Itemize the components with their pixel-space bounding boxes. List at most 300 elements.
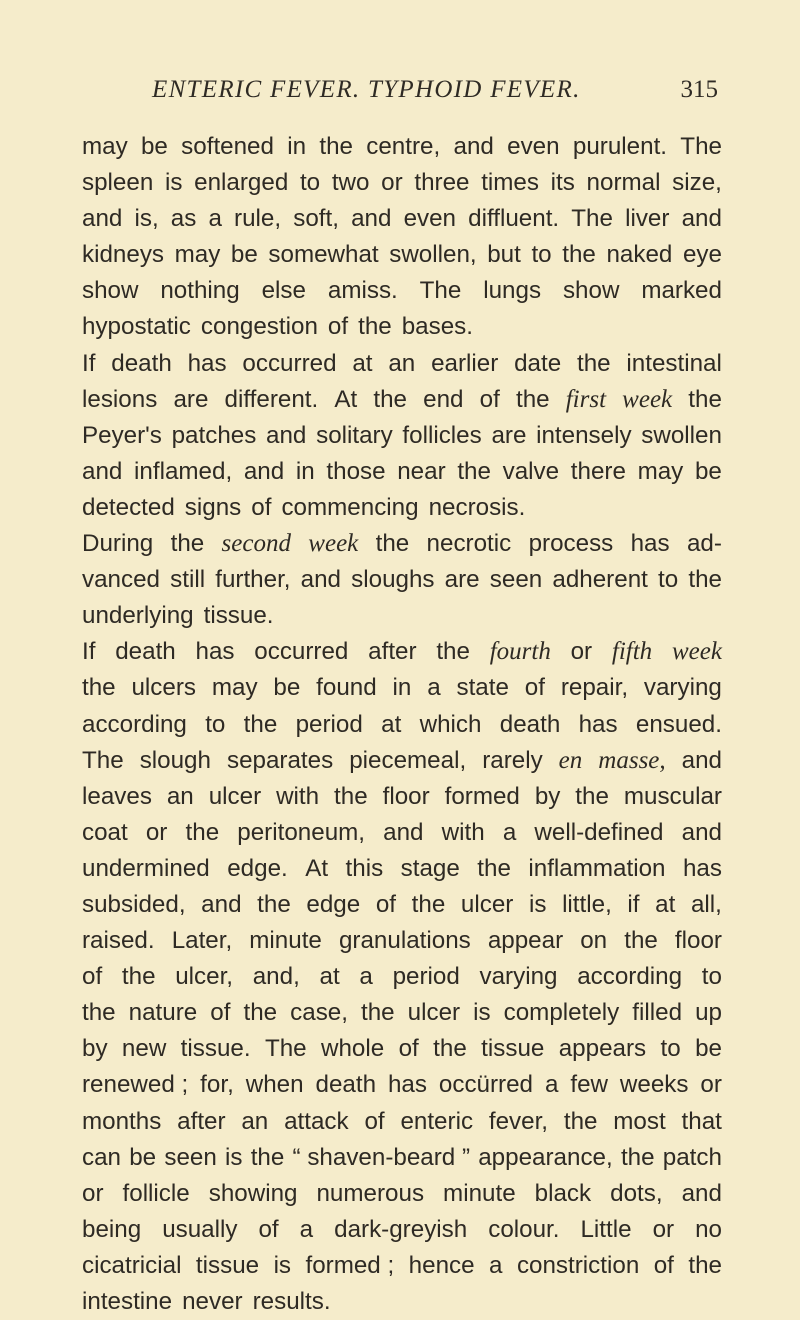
word: to <box>205 710 226 738</box>
word: all, <box>690 890 722 918</box>
word: is <box>164 169 183 197</box>
italic-word: fourth <box>489 638 551 666</box>
word: as <box>170 205 197 233</box>
word: has <box>195 638 235 666</box>
word: or <box>570 638 593 666</box>
word: can <box>82 1143 121 1171</box>
word: necrotic <box>426 530 512 558</box>
word: ulcers <box>131 674 196 702</box>
word: filled <box>632 999 683 1027</box>
word: the <box>562 241 596 269</box>
word: death <box>115 638 176 666</box>
word: period <box>392 963 460 991</box>
word: swollen <box>641 421 722 449</box>
word: the <box>185 818 220 846</box>
text-line <box>82 743 722 779</box>
word: If <box>82 349 96 377</box>
word: granulations <box>338 927 471 955</box>
word: death <box>499 710 561 738</box>
word: even <box>507 133 560 160</box>
word: after <box>177 1107 226 1135</box>
word: may <box>174 241 221 269</box>
word: necrosis. <box>428 493 526 521</box>
word: kidneys <box>82 241 165 269</box>
word: to <box>701 963 722 991</box>
word: be <box>694 457 722 485</box>
word: inflamed, <box>134 457 233 485</box>
text-line <box>82 201 722 237</box>
word: occürred <box>438 1071 534 1099</box>
word: is <box>473 999 491 1027</box>
word: may <box>82 133 128 160</box>
word: the <box>358 313 392 341</box>
word: of <box>375 890 397 918</box>
word: be <box>140 133 168 160</box>
word: commencing <box>281 493 419 521</box>
word: an <box>166 782 194 810</box>
word: else <box>261 277 306 305</box>
word: muscular <box>623 782 722 810</box>
word: with <box>441 818 485 846</box>
word: the <box>515 385 550 413</box>
word: occurred <box>242 349 337 377</box>
text-line <box>82 959 722 995</box>
word: tissue <box>195 1251 260 1279</box>
word: eye <box>682 241 722 269</box>
word: or <box>700 1071 722 1099</box>
text-line <box>82 418 722 454</box>
word: purulent. <box>572 133 668 160</box>
word: a <box>489 1251 503 1279</box>
word: at <box>655 890 676 918</box>
word: soft, <box>293 205 339 233</box>
word: the <box>575 782 609 810</box>
word: the <box>243 710 278 738</box>
word: and <box>300 566 342 594</box>
word: a <box>359 963 373 991</box>
word: for, <box>200 1071 234 1099</box>
word: The <box>82 746 124 774</box>
word: minute <box>249 927 322 955</box>
word: the <box>620 1143 655 1171</box>
word: has <box>630 530 670 558</box>
word: the <box>375 530 410 558</box>
text-line <box>82 851 722 887</box>
word: to <box>658 566 679 594</box>
text-line <box>82 815 722 851</box>
word: separates <box>226 746 334 774</box>
word: Little <box>580 1215 632 1243</box>
word: naked <box>606 241 673 269</box>
word: lungs <box>483 277 542 305</box>
word: attack <box>284 1107 349 1135</box>
word: are <box>491 421 527 449</box>
word: ulcer <box>407 999 461 1027</box>
text-line <box>82 454 722 490</box>
word: solitary <box>316 421 393 449</box>
word: coat <box>82 818 128 846</box>
word: those <box>326 457 386 485</box>
word: ulcer <box>208 782 262 810</box>
word: appears <box>558 1035 647 1063</box>
word: renewed ; <box>82 1071 189 1099</box>
word: the <box>82 674 116 702</box>
word: by <box>82 1035 108 1063</box>
word: up <box>695 999 722 1027</box>
word: when <box>245 1071 304 1099</box>
word: During <box>82 530 154 558</box>
page-number: 315 <box>680 76 718 103</box>
word: the <box>361 999 395 1027</box>
word: lesions <box>82 385 158 413</box>
word: softened <box>181 133 274 160</box>
word: to <box>299 169 321 197</box>
word: varying <box>643 674 722 702</box>
word: the <box>436 638 470 666</box>
word: the <box>688 1251 722 1279</box>
word: after <box>368 638 417 666</box>
word: and <box>681 205 722 233</box>
text-line <box>82 490 722 526</box>
word: size, <box>672 169 722 197</box>
word: tissue. <box>203 602 274 630</box>
word: Later, <box>171 927 233 955</box>
word: undermined <box>82 854 210 882</box>
word: results. <box>252 1288 331 1315</box>
word: different. <box>224 385 319 413</box>
word: of <box>82 963 103 991</box>
running-head: ENTERIC FEVER. TYPHOID FEVER. <box>152 76 581 103</box>
word: spleen <box>82 169 154 197</box>
word: the <box>121 963 156 991</box>
word: The <box>680 133 722 160</box>
word: is, <box>134 205 159 233</box>
word: be <box>230 241 258 269</box>
word: piecemeal, <box>349 746 467 774</box>
word: formed <box>444 782 520 810</box>
word: times <box>481 169 539 197</box>
word: The <box>264 1035 307 1063</box>
text-line <box>82 1284 722 1320</box>
word: with <box>276 782 320 810</box>
word: to <box>660 1035 681 1063</box>
word: tissue. <box>180 1035 251 1063</box>
word: by <box>534 782 561 810</box>
word: intestinal <box>626 349 722 377</box>
word: showing <box>208 1179 298 1207</box>
word: the <box>411 890 446 918</box>
word: and, <box>252 963 300 991</box>
text-line <box>82 1031 722 1067</box>
word: the <box>243 999 278 1027</box>
word: amiss. <box>327 277 398 305</box>
word: constriction <box>516 1251 640 1279</box>
word: are <box>173 385 209 413</box>
word: occurred <box>254 638 349 666</box>
text-line <box>82 995 722 1031</box>
text-line <box>82 670 722 706</box>
italic-word: masse, <box>598 746 666 774</box>
word: and <box>383 818 424 846</box>
text-line <box>82 634 722 670</box>
text-line <box>82 1176 722 1212</box>
word: end <box>423 385 464 413</box>
word: a <box>208 205 222 233</box>
word: a <box>299 1215 314 1243</box>
word: dark-greyish <box>334 1215 468 1243</box>
word: the <box>334 782 368 810</box>
word: on <box>580 927 608 955</box>
word: completely <box>503 999 620 1027</box>
word: cicatricial <box>82 1251 182 1279</box>
word: months <box>82 1107 162 1135</box>
word: is <box>528 890 547 918</box>
word: a <box>544 1071 559 1099</box>
word: the <box>373 385 407 413</box>
word: inflammation <box>528 854 666 882</box>
text-line <box>82 1104 722 1140</box>
word: most <box>613 1107 666 1135</box>
word: of <box>398 1035 419 1063</box>
word: state <box>456 674 509 702</box>
word: and <box>681 1179 722 1207</box>
text-line <box>82 1248 722 1284</box>
word: patch <box>662 1143 722 1171</box>
word: the <box>82 999 116 1027</box>
word: but <box>487 241 521 269</box>
word: varying <box>479 963 558 991</box>
word: show <box>82 277 139 305</box>
word: dots, <box>610 1179 663 1207</box>
word: intestine <box>82 1288 173 1315</box>
word: raised. <box>82 927 155 955</box>
text-line <box>82 346 722 382</box>
word: underlying <box>82 602 194 630</box>
italic-word: second <box>221 530 291 558</box>
word: the <box>457 457 491 485</box>
word: At <box>305 854 329 882</box>
word: floor <box>674 927 722 955</box>
word: at <box>352 349 373 377</box>
word: has <box>682 854 722 882</box>
word: even <box>403 205 457 233</box>
word: or <box>652 1215 675 1243</box>
word: ulcer, <box>175 963 234 991</box>
word: repair, <box>560 674 629 702</box>
word: marked <box>641 277 722 305</box>
word: being <box>82 1215 142 1243</box>
word: the <box>433 1035 467 1063</box>
text-line <box>82 165 722 201</box>
word: floor <box>382 782 430 810</box>
text-line <box>82 1212 722 1248</box>
word: the <box>576 349 611 377</box>
word: is <box>225 1143 243 1171</box>
word: at <box>319 963 340 991</box>
text-line <box>82 237 722 273</box>
word: stage <box>400 854 460 882</box>
word: which <box>419 710 482 738</box>
word: the <box>257 890 291 918</box>
word: swollen, <box>389 241 477 269</box>
word: nature <box>128 999 198 1027</box>
word: usually <box>162 1215 238 1243</box>
italic-word: week <box>622 385 673 413</box>
word: hence <box>408 1251 475 1279</box>
word: and <box>681 746 722 774</box>
word: diffluent. <box>468 205 560 233</box>
word: vanced <box>82 566 160 594</box>
word: if <box>627 890 640 918</box>
word: and <box>266 421 307 449</box>
word: enlarged <box>194 169 289 197</box>
text-line <box>82 923 722 959</box>
word: somewhat <box>268 241 379 269</box>
word: and <box>82 457 123 485</box>
word: seen <box>164 1143 217 1171</box>
word: an <box>388 349 416 377</box>
word: or <box>381 169 403 197</box>
word: formed ; <box>305 1251 395 1279</box>
word: and <box>82 205 123 233</box>
word: of <box>251 493 272 521</box>
word: be <box>273 674 301 702</box>
word: detected <box>82 493 175 521</box>
word: the <box>319 133 353 160</box>
word: fever, <box>488 1107 549 1135</box>
text-line <box>82 598 722 634</box>
word: ad- <box>686 530 722 558</box>
word: this <box>345 854 384 882</box>
word: be <box>129 1143 157 1171</box>
word: appear <box>487 927 564 955</box>
word: weeks <box>619 1071 689 1099</box>
word: few <box>570 1071 608 1099</box>
word: a <box>502 818 517 846</box>
text-line <box>82 887 722 923</box>
word: peritoneum, <box>237 818 366 846</box>
word: leaves <box>82 782 152 810</box>
word: The <box>571 205 613 233</box>
word: show <box>562 277 620 305</box>
word: the <box>624 927 658 955</box>
word: ensued. <box>635 710 722 738</box>
word: in <box>295 457 315 485</box>
word: period <box>295 710 363 738</box>
word: patches <box>171 421 257 449</box>
word: tissue <box>481 1035 545 1063</box>
word: intensely <box>536 421 632 449</box>
word: edge <box>306 890 361 918</box>
word: slough <box>139 746 211 774</box>
italic-word: week <box>671 638 722 666</box>
word: sloughs <box>351 566 435 594</box>
word: may <box>637 457 684 485</box>
word: a <box>427 674 441 702</box>
word: the <box>563 1107 598 1135</box>
word: congestion <box>200 313 318 341</box>
word: nothing <box>160 277 240 305</box>
word: of <box>653 1251 674 1279</box>
word: date <box>514 349 562 377</box>
word: black <box>534 1179 592 1207</box>
word: hypostatic <box>82 313 191 341</box>
word: ulcer <box>460 890 514 918</box>
word: follicle <box>122 1179 190 1207</box>
word: further, <box>215 566 291 594</box>
word: the <box>688 566 722 594</box>
word: appearance, <box>478 1143 613 1171</box>
text-line <box>82 707 722 743</box>
word: at <box>381 710 402 738</box>
word: follicles <box>402 421 482 449</box>
word: The <box>419 277 462 305</box>
text-line <box>82 382 722 418</box>
word: At <box>334 385 358 413</box>
word: never <box>182 1288 243 1315</box>
text-line <box>82 273 722 309</box>
word: little, <box>562 890 612 918</box>
word: liver <box>625 205 670 233</box>
word: still <box>170 566 206 594</box>
word: of <box>327 313 349 341</box>
word: numerous <box>316 1179 425 1207</box>
word: and <box>243 457 285 485</box>
text-line <box>82 562 722 598</box>
word: enteric <box>400 1107 474 1135</box>
word: edge. <box>227 854 288 882</box>
text-line <box>82 1067 722 1103</box>
word: the <box>688 385 722 413</box>
word: there <box>570 457 626 485</box>
word: seen <box>489 566 543 594</box>
text-line <box>82 526 722 562</box>
word: death <box>315 1071 377 1099</box>
word: according <box>577 963 683 991</box>
word: whole <box>321 1035 385 1063</box>
word: “ shaven-beard ” <box>292 1143 471 1171</box>
word: are <box>444 566 480 594</box>
word: the <box>170 530 205 558</box>
word: the <box>250 1143 285 1171</box>
word: its <box>550 169 575 197</box>
word: Peyer's <box>82 421 162 449</box>
word: is <box>273 1251 292 1279</box>
word: rarely <box>482 746 543 774</box>
word: If <box>82 638 96 666</box>
word: found <box>316 674 377 702</box>
text-line <box>82 129 722 165</box>
text-line <box>82 309 722 345</box>
word: of <box>258 1215 279 1243</box>
text-line <box>82 1140 722 1176</box>
word: bases. <box>401 313 473 341</box>
word: adherent <box>552 566 648 594</box>
page-header <box>0 76 800 116</box>
body-text <box>82 129 722 1320</box>
word: new <box>121 1035 167 1063</box>
word: minute <box>443 1179 516 1207</box>
word: near <box>397 457 446 485</box>
word: has <box>187 349 227 377</box>
word: to <box>531 241 552 269</box>
word: the <box>477 854 511 882</box>
italic-word: first <box>565 385 607 413</box>
italic-word: week <box>308 530 359 558</box>
word: and <box>351 205 392 233</box>
word: earlier <box>431 349 499 377</box>
word: centre, <box>366 133 441 160</box>
